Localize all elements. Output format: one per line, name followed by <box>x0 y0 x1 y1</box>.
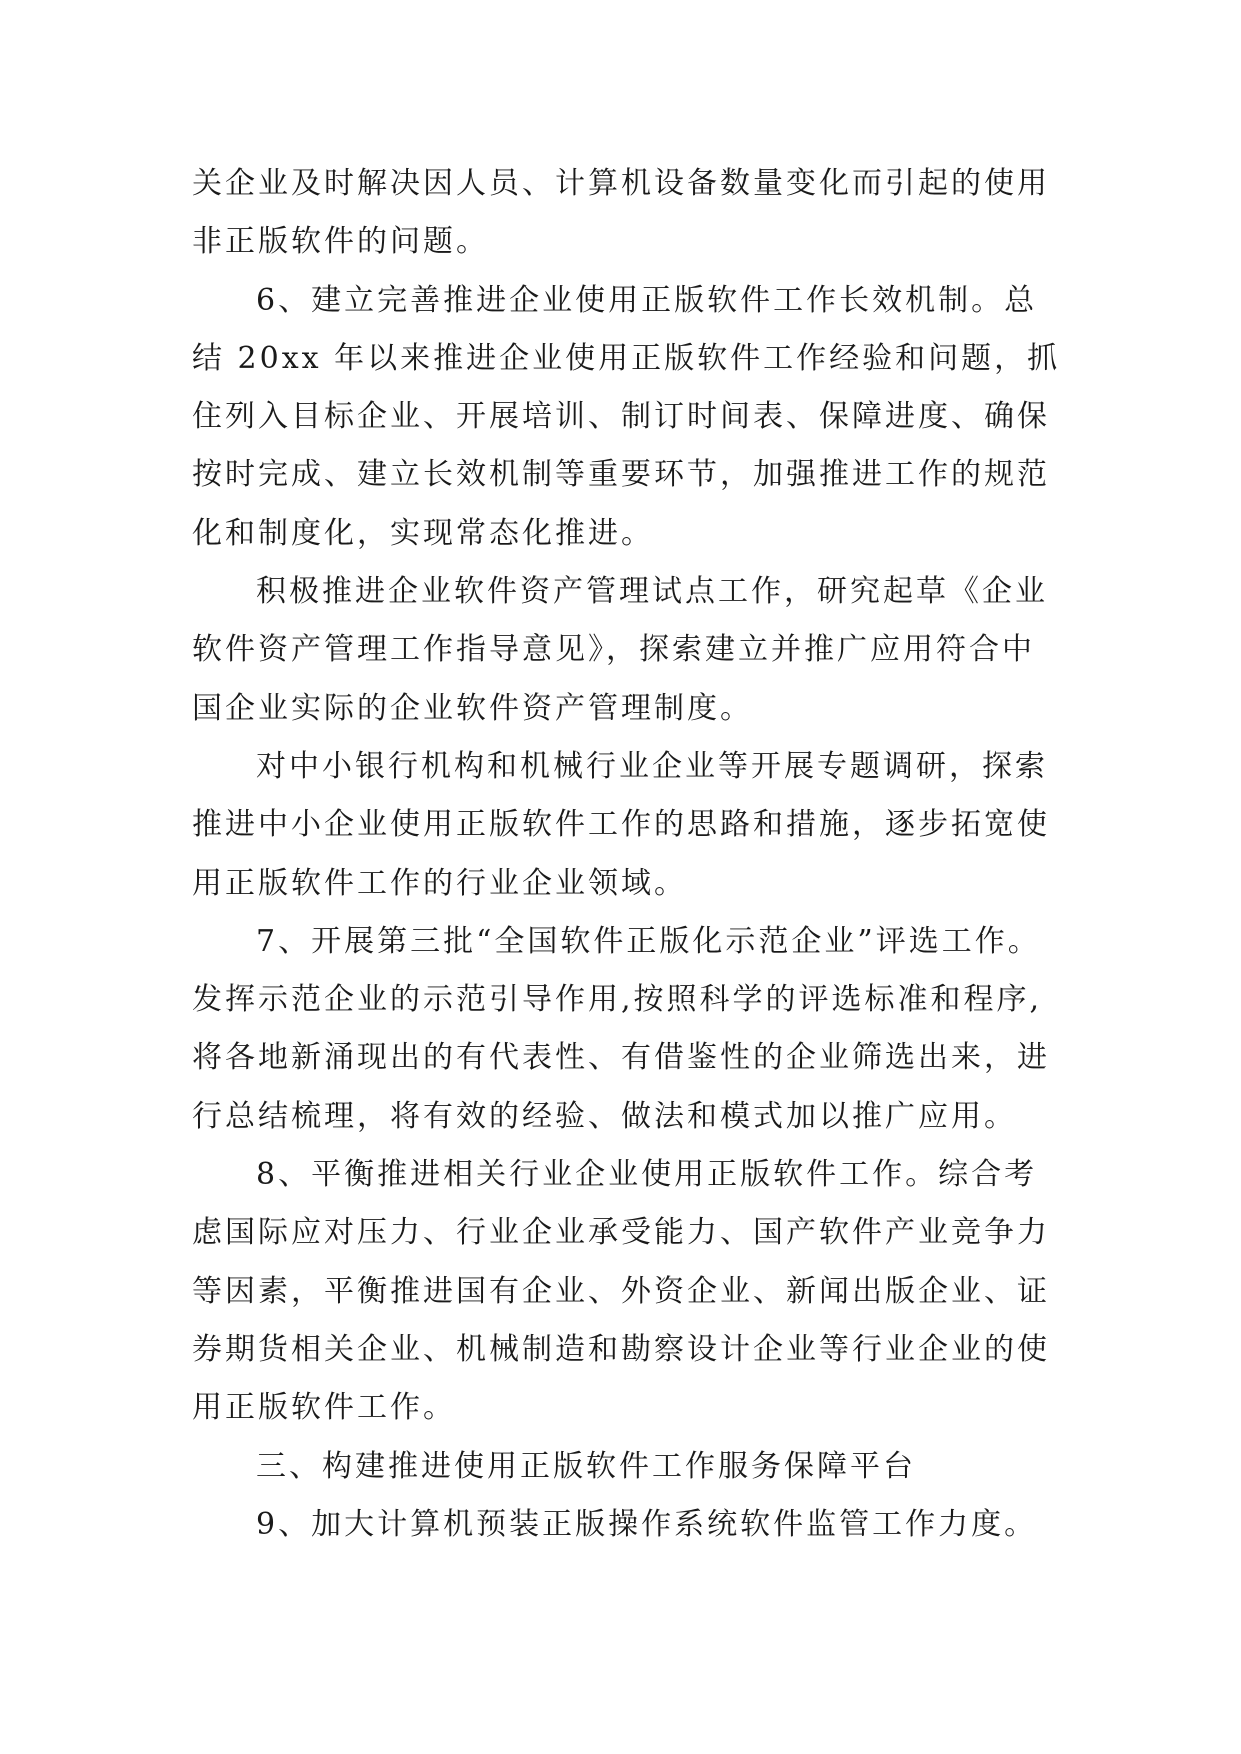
text-line: 软件资产管理工作指导意见》，探索建立并推广应用符合中 <box>192 632 1035 668</box>
text-line: 等因素，平衡推进国有企业、外资企业、新闻出版企业、证 <box>192 1273 1050 1309</box>
text-line: 结 20xx 年以来推进企业使用正版软件工作经验和问题，抓 <box>192 340 1061 376</box>
section-heading-three: 三、构建推进使用正版软件工作服务保障平台 <box>256 1448 916 1484</box>
text-line: 关企业及时解决因人员、计算机设备数量变化而引起的使用 <box>192 166 1050 201</box>
paragraph-start-pilot: 积极推进企业软件资产管理试点工作，研究起草《企业 <box>256 574 1048 610</box>
text-line: 用正版软件工作的行业企业领域。 <box>192 865 687 901</box>
text-line: 推进中小企业使用正版软件工作的思路和措施，逐步拓宽使 <box>192 807 1050 843</box>
text-line: 按时完成、建立长效机制等重要环节，加强推进工作的规范 <box>192 457 1050 493</box>
text-line: 住列入目标企业、开展培训、制订时间表、保障进度、确保 <box>192 399 1050 435</box>
text-line: 化和制度化，实现常态化推进。 <box>192 515 654 551</box>
text-line: 发挥示范企业的示范引导作用,按照科学的评选标准和程序, <box>192 982 1043 1018</box>
text-line: 用正版软件工作。 <box>192 1390 456 1426</box>
document-body <box>192 155 1062 1554</box>
text-line: 国企业实际的企业软件资产管理制度。 <box>192 690 753 726</box>
paragraph-start-item-7: 7、开展第三批“全国软件正版化示范企业”评选工作。 <box>256 923 1041 959</box>
paragraph-start-research: 对中小银行机构和机械行业企业等开展专题调研，探索 <box>256 748 1048 784</box>
paragraph-start-item-8: 8、平衡推进相关行业企业使用正版软件工作。综合考 <box>256 1157 1038 1193</box>
paragraph-start-item-6: 6、建立完善推进企业使用正版软件工作长效机制。总 <box>256 282 1038 318</box>
text-line: 将各地新涌现出的有代表性、有借鉴性的企业筛选出来，进 <box>192 1040 1050 1076</box>
text-line: 虑国际应对压力、行业企业承受能力、国产软件产业竞争力 <box>192 1215 1050 1251</box>
text-line: 券期货相关企业、机械制造和勘察设计企业等行业企业的使 <box>192 1331 1050 1367</box>
text-line: 非正版软件的问题。 <box>192 224 489 260</box>
text-line: 行总结梳理，将有效的经验、做法和模式加以推广应用。 <box>192 1098 1017 1134</box>
paragraph-start-item-9: 9、加大计算机预装正版操作系统软件监管工作力度。 <box>256 1506 1038 1542</box>
